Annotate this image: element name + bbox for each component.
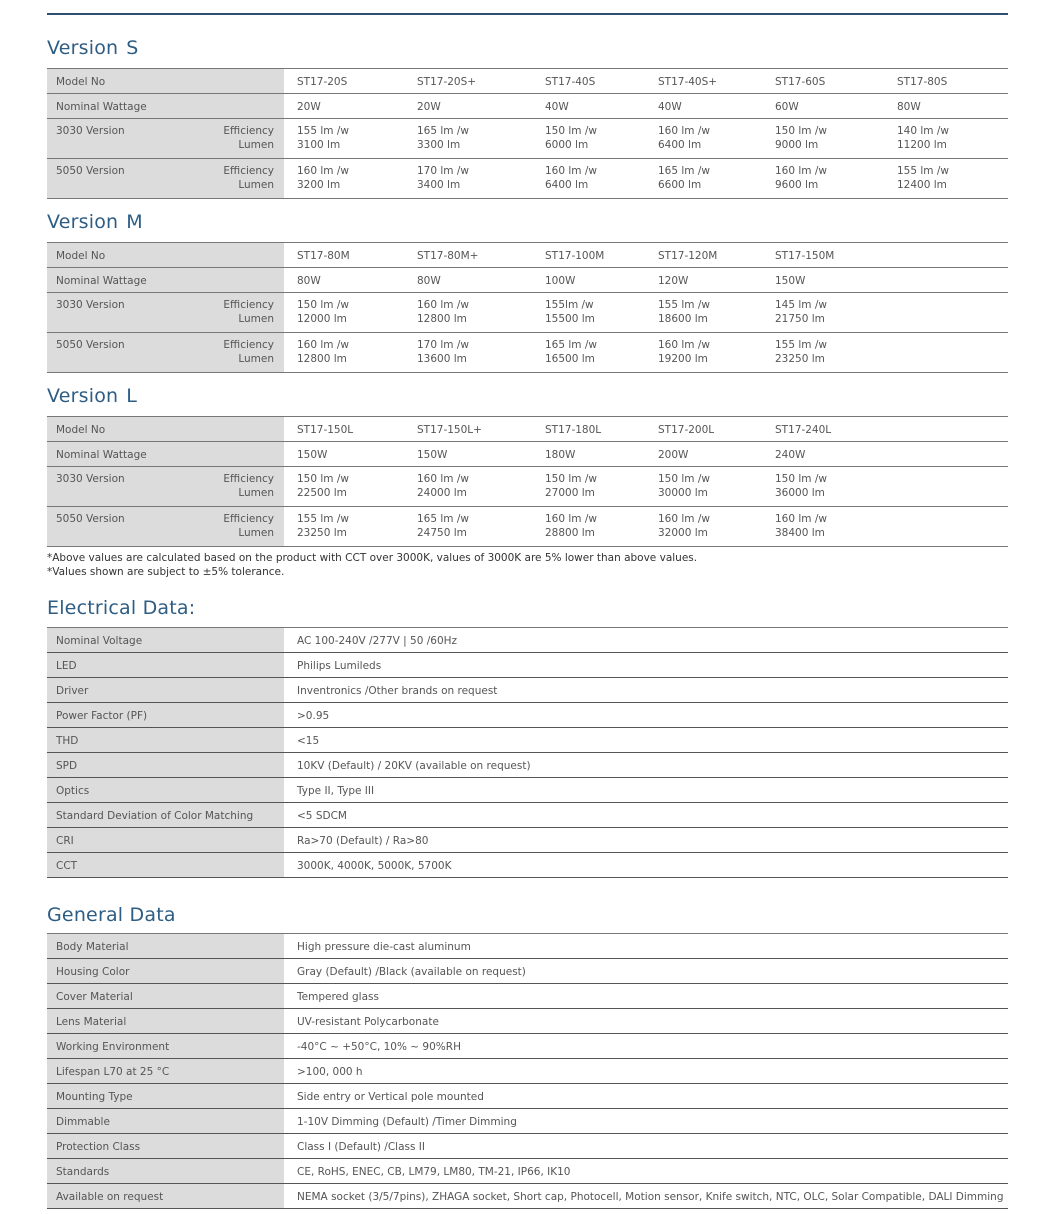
version-title xyxy=(47,385,137,407)
model-row xyxy=(47,416,1008,442)
model-no: ST17-200L xyxy=(658,424,715,436)
row-label: Dimmable xyxy=(56,1116,110,1128)
section-title: Electrical Data: xyxy=(47,597,196,619)
efficiency-label: Efficiency xyxy=(223,339,274,351)
efficiency-value: 155 lm /w xyxy=(897,165,949,177)
v3030-row xyxy=(47,119,1008,159)
row-value: CE, RoHS, ENEC, CB, LM79, LM80, TM-21, IP66, IK10 xyxy=(297,1166,571,1178)
label-cell xyxy=(47,728,284,752)
row-label: THD xyxy=(56,735,79,747)
row-value: Philips Lumileds xyxy=(297,660,382,672)
version-suffix: M xyxy=(126,211,143,233)
efficiency-label: Efficiency xyxy=(223,473,274,485)
efficiency-value: 155 lm /w xyxy=(297,125,349,137)
row-label: Lens Material xyxy=(56,1016,127,1028)
efficiency-value: 160 lm /w xyxy=(775,513,827,525)
lumen-value: 28800 lm xyxy=(545,527,595,539)
row-value: >0.95 xyxy=(297,710,330,722)
row-value: NEMA socket (3/5/7pins), ZHAGA socket, Short cap, Photocell, Motion sensor, Knife switch, NTC, OLC, Solar Compatible, DALI Dimming xyxy=(297,1191,1004,1203)
efficiency-value: 160 lm /w xyxy=(658,339,710,351)
v3030-row xyxy=(47,293,1008,333)
row-value: Tempered glass xyxy=(297,991,379,1003)
led-version-label: 3030 Version xyxy=(56,125,125,137)
table-row xyxy=(47,1134,1008,1159)
footnote: *Values shown are subject to ±5% tolerance. xyxy=(47,566,285,578)
efficiency-label: Efficiency xyxy=(223,299,274,311)
row-label: CCT xyxy=(56,860,78,872)
lumen-value: 3300 lm xyxy=(417,139,461,151)
model-no: ST17-60S xyxy=(775,76,826,88)
lumen-value: 18600 lm xyxy=(658,313,708,325)
efficiency-value: 150 lm /w xyxy=(545,125,597,137)
row-label: Standards xyxy=(56,1166,110,1178)
version-table xyxy=(47,242,1008,373)
lumen-value: 38400 lm xyxy=(775,527,825,539)
efficiency-value: 160 lm /w xyxy=(658,125,710,137)
efficiency-value: 150 lm /w xyxy=(775,125,827,137)
efficiency-label: Efficiency xyxy=(223,125,274,137)
electrical-table xyxy=(47,627,1008,878)
led-version-label: 5050 Version xyxy=(56,165,125,177)
v5050-row xyxy=(47,507,1008,547)
led-version-label: 5050 Version xyxy=(56,513,125,525)
wattage-value: 20W xyxy=(417,101,441,113)
row-value: 1-10V Dimming (Default) /Timer Dimming xyxy=(297,1116,517,1128)
table-row xyxy=(47,1059,1008,1084)
version-table xyxy=(47,68,1008,199)
efficiency-value: 150 lm /w xyxy=(775,473,827,485)
lumen-value: 13600 lm xyxy=(417,353,467,365)
wattage-value: 40W xyxy=(658,101,682,113)
efficiency-value: 150 lm /w xyxy=(297,299,349,311)
model-label: Model No xyxy=(56,424,106,436)
model-no: ST17-80M+ xyxy=(417,250,479,262)
efficiency-value: 160 lm /w xyxy=(545,513,597,525)
wattage-label: Nominal Wattage xyxy=(56,275,147,287)
led-version-label: 5050 Version xyxy=(56,339,125,351)
lumen-label: Lumen xyxy=(238,487,274,499)
efficiency-value: 150 lm /w xyxy=(297,473,349,485)
v3030-row xyxy=(47,467,1008,507)
lumen-value: 12800 lm xyxy=(297,353,347,365)
table-row xyxy=(47,1009,1008,1034)
efficiency-value: 150 lm /w xyxy=(545,473,597,485)
lumen-value: 32000 lm xyxy=(658,527,708,539)
row-label: Body Material xyxy=(56,941,129,953)
row-label: Power Factor (PF) xyxy=(56,710,148,722)
label-cell xyxy=(47,828,284,852)
row-label: Working Environment xyxy=(56,1041,170,1053)
version-table xyxy=(47,416,1008,547)
version-title xyxy=(47,211,143,233)
wattage-value: 180W xyxy=(545,449,576,461)
version-suffix: S xyxy=(126,37,139,59)
row-value: AC 100-240V /277V | 50 /60Hz xyxy=(297,635,458,647)
lumen-value: 16500 lm xyxy=(545,353,595,365)
table-row xyxy=(47,778,1008,803)
row-label: Available on request xyxy=(56,1191,164,1203)
wattage-row xyxy=(47,94,1008,119)
version-title-text: Version xyxy=(47,211,119,233)
v5050-row xyxy=(47,333,1008,373)
table-row xyxy=(47,627,1008,653)
efficiency-value: 145 lm /w xyxy=(775,299,827,311)
efficiency-value: 160 lm /w xyxy=(297,339,349,351)
model-row xyxy=(47,68,1008,94)
model-no: ST17-120M xyxy=(658,250,718,262)
table-row xyxy=(47,803,1008,828)
table-row xyxy=(47,1084,1008,1109)
efficiency-value: 170 lm /w xyxy=(417,165,469,177)
lumen-label: Lumen xyxy=(238,353,274,365)
wattage-value: 150W xyxy=(297,449,328,461)
table-row xyxy=(47,1159,1008,1184)
label-cell xyxy=(47,653,284,677)
table-row xyxy=(47,653,1008,678)
model-no: ST17-40S+ xyxy=(658,76,718,88)
wattage-value: 100W xyxy=(545,275,576,287)
model-no: ST17-180L xyxy=(545,424,602,436)
lumen-value: 3200 lm xyxy=(297,179,341,191)
row-label: Standard Deviation of Color Matching xyxy=(56,810,254,822)
wattage-row xyxy=(47,268,1008,293)
efficiency-label: Efficiency xyxy=(223,165,274,177)
efficiency-value: 160 lm /w xyxy=(417,299,469,311)
row-label: Driver xyxy=(56,685,89,697)
model-no: ST17-150L xyxy=(297,424,354,436)
table-row xyxy=(47,678,1008,703)
row-value: <5 SDCM xyxy=(297,810,347,822)
model-no: ST17-80M xyxy=(297,250,350,262)
model-no: ST17-100M xyxy=(545,250,605,262)
model-no: ST17-20S+ xyxy=(417,76,477,88)
lumen-value: 36000 lm xyxy=(775,487,825,499)
row-value: UV-resistant Polycarbonate xyxy=(297,1016,439,1028)
row-label: Cover Material xyxy=(56,991,133,1003)
lumen-value: 11200 lm xyxy=(897,139,947,151)
row-label: Housing Color xyxy=(56,966,130,978)
model-label: Model No xyxy=(56,76,106,88)
lumen-value: 6400 lm xyxy=(658,139,702,151)
lumen-value: 24750 lm xyxy=(417,527,467,539)
version-title xyxy=(47,37,139,59)
row-value: Gray (Default) /Black (available on request) xyxy=(297,966,526,978)
wattage-value: 120W xyxy=(658,275,689,287)
label-cell xyxy=(47,753,284,777)
lumen-value: 27000 lm xyxy=(545,487,595,499)
lumen-value: 30000 lm xyxy=(658,487,708,499)
efficiency-value: 160 lm /w xyxy=(545,165,597,177)
lumen-label: Lumen xyxy=(238,313,274,325)
row-label: Lifespan L70 at 25 °C xyxy=(56,1066,170,1078)
row-value: <15 xyxy=(297,735,320,747)
table-row xyxy=(47,959,1008,984)
lumen-label: Lumen xyxy=(238,179,274,191)
model-no: ST17-20S xyxy=(297,76,348,88)
lumen-value: 24000 lm xyxy=(417,487,467,499)
row-label: Mounting Type xyxy=(56,1091,133,1103)
row-value: 10KV (Default) / 20KV (available on request) xyxy=(297,760,531,772)
lumen-value: 3100 lm xyxy=(297,139,341,151)
lumen-value: 6600 lm xyxy=(658,179,702,191)
efficiency-value: 165 lm /w xyxy=(417,125,469,137)
top-rule xyxy=(47,13,1008,15)
efficiency-value: 160 lm /w xyxy=(417,473,469,485)
lumen-value: 3400 lm xyxy=(417,179,461,191)
efficiency-value: 160 lm /w xyxy=(775,165,827,177)
table-row xyxy=(47,1184,1008,1209)
row-value: Side entry or Vertical pole mounted xyxy=(297,1091,484,1103)
model-no: ST17-40S xyxy=(545,76,596,88)
efficiency-value: 150 lm /w xyxy=(658,473,710,485)
model-row xyxy=(47,242,1008,268)
lumen-value: 15500 lm xyxy=(545,313,595,325)
wattage-value: 20W xyxy=(297,101,321,113)
label-cell xyxy=(47,853,284,877)
lumen-label: Lumen xyxy=(238,139,274,151)
efficiency-value: 155 lm /w xyxy=(658,299,710,311)
row-label: LED xyxy=(56,660,77,672)
efficiency-value: 155 lm /w xyxy=(775,339,827,351)
lumen-value: 6400 lm xyxy=(545,179,589,191)
row-label: Protection Class xyxy=(56,1141,141,1153)
efficiency-value: 155lm /w xyxy=(545,299,594,311)
row-value: 3000K, 4000K, 5000K, 5700K xyxy=(297,860,452,872)
section-title: General Data xyxy=(47,904,176,926)
lumen-label: Lumen xyxy=(238,527,274,539)
efficiency-value: 140 lm /w xyxy=(897,125,949,137)
table-row xyxy=(47,828,1008,853)
table-row xyxy=(47,703,1008,728)
table-row xyxy=(47,933,1008,959)
efficiency-value: 165 lm /w xyxy=(417,513,469,525)
efficiency-value: 160 lm /w xyxy=(658,513,710,525)
table-row xyxy=(47,1109,1008,1134)
row-label: Nominal Voltage xyxy=(56,635,143,647)
efficiency-value: 160 lm /w xyxy=(297,165,349,177)
wattage-value: 80W xyxy=(417,275,441,287)
lumen-value: 23250 lm xyxy=(297,527,347,539)
row-value: -40°C ~ +50°C, 10% ~ 90%RH xyxy=(297,1041,461,1053)
wattage-value: 80W xyxy=(897,101,921,113)
wattage-row xyxy=(47,442,1008,467)
model-label: Model No xyxy=(56,250,106,262)
wattage-label: Nominal Wattage xyxy=(56,449,147,461)
version-title-text: Version xyxy=(47,385,119,407)
wattage-value: 60W xyxy=(775,101,799,113)
version-title-text: Version xyxy=(47,37,119,59)
lumen-value: 12000 lm xyxy=(297,313,347,325)
v5050-row xyxy=(47,159,1008,199)
model-no: ST17-150M xyxy=(775,250,835,262)
lumen-value: 9600 lm xyxy=(775,179,819,191)
efficiency-value: 170 lm /w xyxy=(417,339,469,351)
lumen-value: 19200 lm xyxy=(658,353,708,365)
wattage-value: 150W xyxy=(417,449,448,461)
wattage-value: 80W xyxy=(297,275,321,287)
table-row xyxy=(47,853,1008,878)
efficiency-value: 165 lm /w xyxy=(545,339,597,351)
lumen-value: 12800 lm xyxy=(417,313,467,325)
lumen-value: 9000 lm xyxy=(775,139,819,151)
wattage-value: 40W xyxy=(545,101,569,113)
table-row xyxy=(47,1034,1008,1059)
efficiency-value: 155 lm /w xyxy=(297,513,349,525)
row-value: Ra>70 (Default) / Ra>80 xyxy=(297,835,429,847)
row-value: >100, 000 h xyxy=(297,1066,363,1078)
row-value: Type II, Type III xyxy=(297,785,375,797)
row-value: Class I (Default) /Class II xyxy=(297,1141,425,1153)
row-value: High pressure die-cast aluminum xyxy=(297,941,471,953)
table-row xyxy=(47,728,1008,753)
general-table xyxy=(47,933,1008,1209)
lumen-value: 21750 lm xyxy=(775,313,825,325)
model-no: ST17-240L xyxy=(775,424,832,436)
wattage-value: 200W xyxy=(658,449,689,461)
row-value: Inventronics /Other brands on request xyxy=(297,685,498,697)
model-no: ST17-150L+ xyxy=(417,424,482,436)
version-suffix: L xyxy=(126,385,138,407)
efficiency-label: Efficiency xyxy=(223,513,274,525)
lumen-value: 23250 lm xyxy=(775,353,825,365)
led-version-label: 3030 Version xyxy=(56,473,125,485)
lumen-value: 12400 lm xyxy=(897,179,947,191)
model-no: ST17-80S xyxy=(897,76,948,88)
efficiency-value: 165 lm /w xyxy=(658,165,710,177)
row-label: SPD xyxy=(56,760,78,772)
led-version-label: 3030 Version xyxy=(56,299,125,311)
table-row xyxy=(47,984,1008,1009)
table-row xyxy=(47,753,1008,778)
row-label: CRI xyxy=(56,835,74,847)
wattage-label: Nominal Wattage xyxy=(56,101,147,113)
row-label: Optics xyxy=(56,785,90,797)
footnote: *Above values are calculated based on the product with CCT over 3000K, values of 3000K are 5% lower than above values. xyxy=(47,552,698,564)
wattage-value: 240W xyxy=(775,449,806,461)
lumen-value: 6000 lm xyxy=(545,139,589,151)
lumen-value: 22500 lm xyxy=(297,487,347,499)
wattage-value: 150W xyxy=(775,275,806,287)
